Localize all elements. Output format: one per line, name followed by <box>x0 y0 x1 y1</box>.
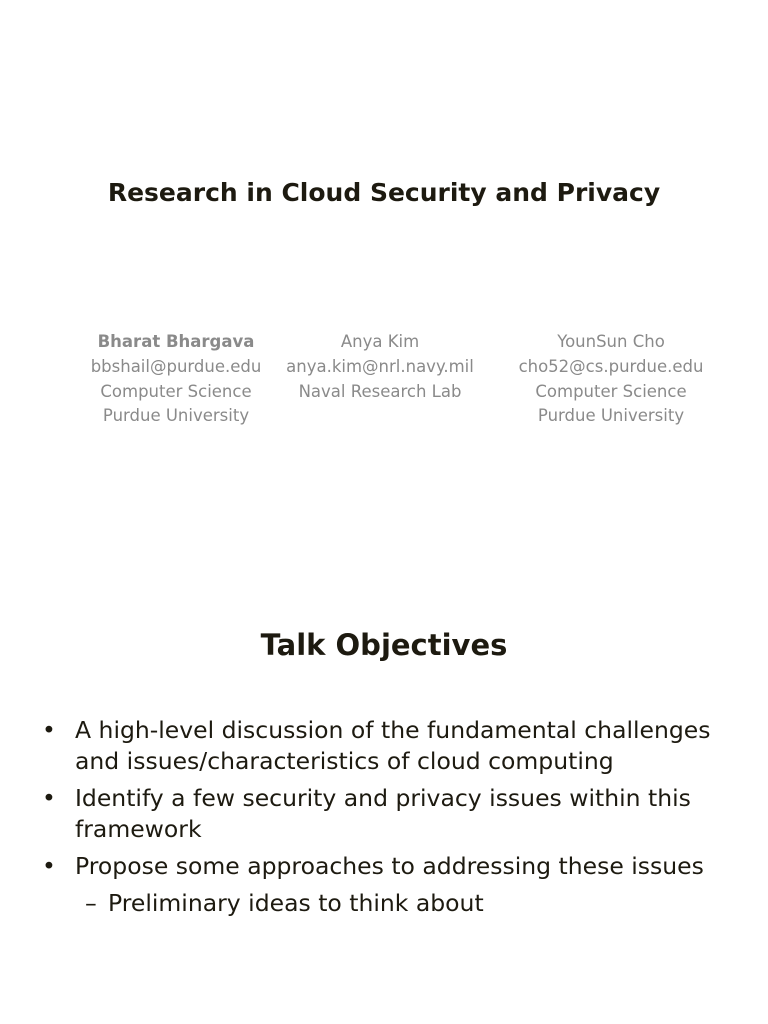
author-institution: Purdue University <box>102 406 250 426</box>
author-email: bbshail@purdue.edu <box>90 356 262 376</box>
presentation-title: Research in Cloud Security and Privacy <box>107 178 661 207</box>
bullet-icon: • <box>42 852 56 880</box>
author-department: Computer Science <box>100 381 252 401</box>
list-item-text: A high-level discussion of the fundamental challenges and issues/characteristics of cloud computing <box>75 716 711 775</box>
list-item <box>0 851 768 882</box>
author-name: YounSun Cho <box>557 332 665 351</box>
author-email: cho52@cs.purdue.edu <box>518 356 704 376</box>
slide-title: Talk Objectives <box>260 628 508 662</box>
list-item <box>0 783 768 845</box>
sub-list-item <box>0 888 768 919</box>
author-department: Computer Science <box>535 381 687 401</box>
objectives-list <box>0 715 768 919</box>
sub-list-item-text: Preliminary ideas to think about <box>108 889 484 917</box>
bullet-icon: • <box>42 784 56 812</box>
author-name: Anya Kim <box>340 332 420 351</box>
author-institution: Purdue University <box>537 406 685 426</box>
list-item-text: Identify a few security and privacy issues within this framework <box>75 784 691 843</box>
author-block-cho <box>519 330 704 429</box>
dash-bullet-icon: – <box>85 889 97 917</box>
list-item-text: Propose some approaches to addressing these issues <box>75 852 704 880</box>
author-email: anya.kim@nrl.navy.mil <box>286 356 474 376</box>
author-block-kim <box>286 330 474 404</box>
list-item <box>0 715 768 777</box>
author-block-bhargava <box>91 330 262 429</box>
objectives-slide <box>0 512 768 1024</box>
author-name: Bharat Bhargava <box>97 332 255 351</box>
bullet-icon: • <box>42 716 56 744</box>
author-department: Naval Research Lab <box>298 381 462 401</box>
